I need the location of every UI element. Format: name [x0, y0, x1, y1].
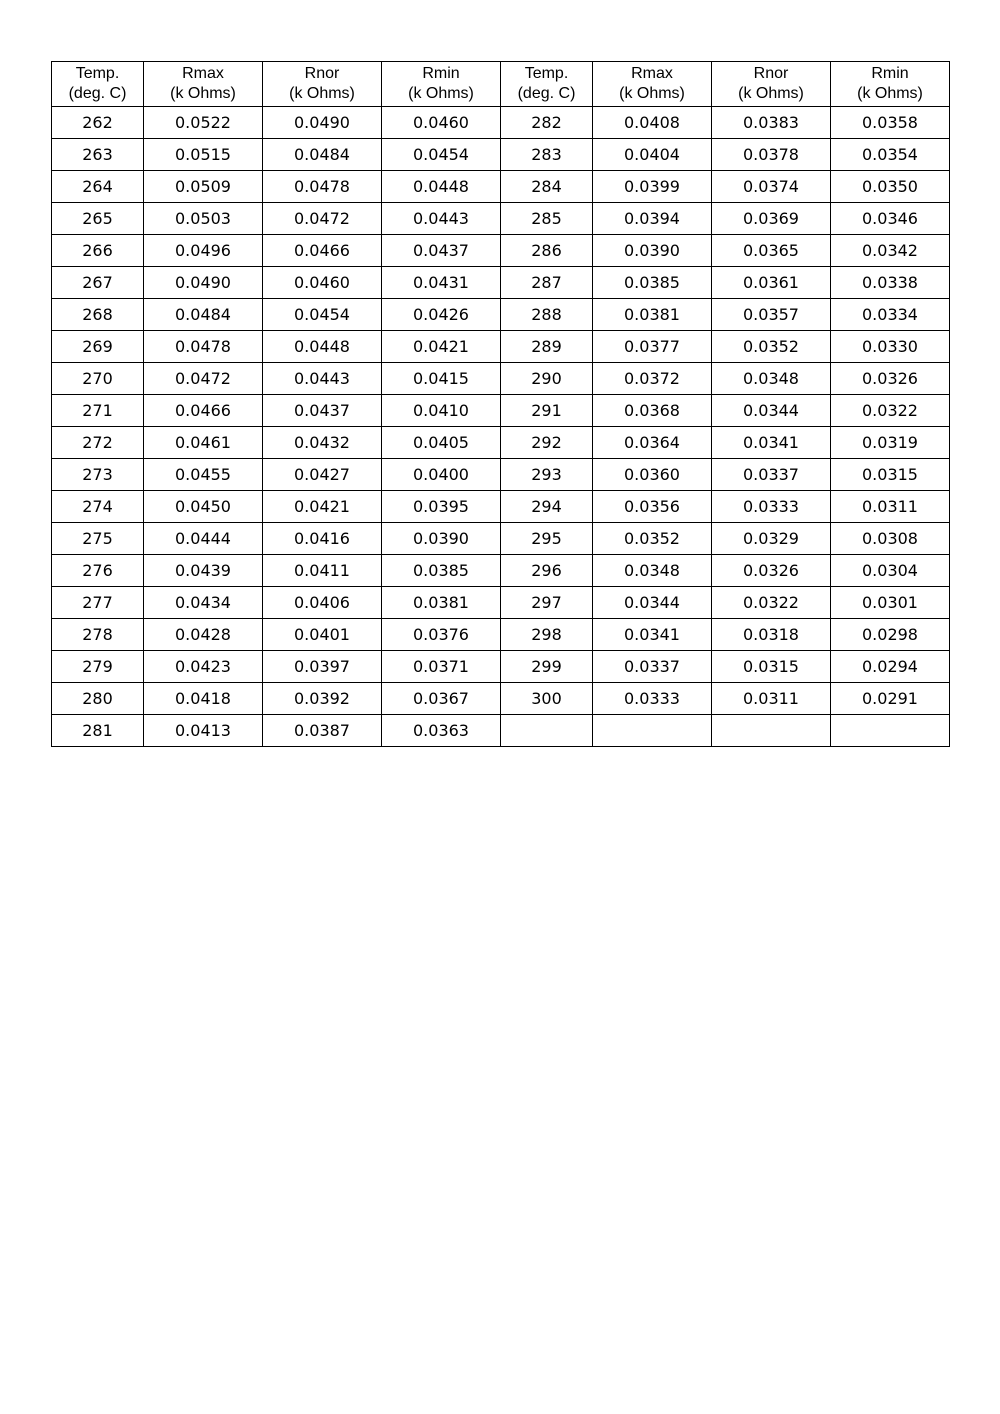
cell-rmax-left: 0.0490 [144, 267, 263, 299]
header-temp-right: Temp. (deg. C) [501, 62, 593, 107]
cell-rmin-right: 0.0342 [831, 235, 950, 267]
cell-rmin-right: 0.0334 [831, 299, 950, 331]
table-row [52, 235, 950, 267]
header-temp-left: Temp. (deg. C) [52, 62, 144, 107]
cell-rnor-left: 0.0401 [263, 619, 382, 651]
cell-temp-left: 277 [52, 587, 144, 619]
cell-rmax-left: 0.0472 [144, 363, 263, 395]
header-rmin-left: Rmin (k Ohms) [382, 62, 501, 107]
cell-rmax-right: 0.0399 [593, 171, 712, 203]
cell-temp-left: 270 [52, 363, 144, 395]
header-rmin-right: Rmin (k Ohms) [831, 62, 950, 107]
cell-rnor-right: 0.0383 [712, 107, 831, 139]
cell-rmax-right: 0.0404 [593, 139, 712, 171]
cell-rmin-left: 0.0405 [382, 427, 501, 459]
cell-rnor-right: 0.0329 [712, 523, 831, 555]
cell-rmin-right: 0.0311 [831, 491, 950, 523]
cell-rmax-left: 0.0522 [144, 107, 263, 139]
cell-rmax-left: 0.0515 [144, 139, 263, 171]
cell-rmin-left: 0.0381 [382, 587, 501, 619]
table-row [52, 651, 950, 683]
cell-rmax-left: 0.0434 [144, 587, 263, 619]
cell-rmin-left: 0.0454 [382, 139, 501, 171]
table-row [52, 331, 950, 363]
cell-rmax-left: 0.0413 [144, 715, 263, 747]
cell-rmin-left: 0.0460 [382, 107, 501, 139]
cell-rmin-left: 0.0367 [382, 683, 501, 715]
cell-rmax-right: 0.0368 [593, 395, 712, 427]
cell-rmax-right: 0.0341 [593, 619, 712, 651]
cell-rnor-left: 0.0460 [263, 267, 382, 299]
cell-rnor-right: 0.0333 [712, 491, 831, 523]
cell-rnor-right: 0.0322 [712, 587, 831, 619]
cell-rnor-left: 0.0421 [263, 491, 382, 523]
cell-rmax-right: 0.0377 [593, 331, 712, 363]
cell-rmax-left: 0.0503 [144, 203, 263, 235]
cell-rmax-right: 0.0394 [593, 203, 712, 235]
cell-temp-right: 283 [501, 139, 593, 171]
cell-rmin-right: 0.0354 [831, 139, 950, 171]
table-row [52, 619, 950, 651]
table-row [52, 395, 950, 427]
cell-rnor-right: 0.0315 [712, 651, 831, 683]
cell-temp-left: 268 [52, 299, 144, 331]
cell-rnor-left: 0.0448 [263, 331, 382, 363]
cell-temp-right: 292 [501, 427, 593, 459]
cell-rnor-right: 0.0357 [712, 299, 831, 331]
cell-rmin-left: 0.0400 [382, 459, 501, 491]
cell-rmax-right: 0.0381 [593, 299, 712, 331]
cell-temp-left: 281 [52, 715, 144, 747]
cell-rmax-left: 0.0444 [144, 523, 263, 555]
cell-rmax-left: 0.0509 [144, 171, 263, 203]
cell-rnor-left: 0.0411 [263, 555, 382, 587]
cell-temp-left: 271 [52, 395, 144, 427]
table-row [52, 107, 950, 139]
cell-rnor-left: 0.0432 [263, 427, 382, 459]
cell-rmax-right: 0.0337 [593, 651, 712, 683]
cell-rmax-left: 0.0478 [144, 331, 263, 363]
cell-temp-right: 288 [501, 299, 593, 331]
cell-rmin-right: 0.0322 [831, 395, 950, 427]
cell-temp-right: 300 [501, 683, 593, 715]
cell-rmax-right: 0.0385 [593, 267, 712, 299]
cell-rmax-right: 0.0408 [593, 107, 712, 139]
resistance-temperature-table [51, 61, 950, 747]
cell-rnor-right: 0.0374 [712, 171, 831, 203]
table-header-row [52, 62, 950, 107]
cell-rmax-left: 0.0496 [144, 235, 263, 267]
cell-rnor-left: 0.0387 [263, 715, 382, 747]
cell-rmin-left: 0.0426 [382, 299, 501, 331]
table-row [52, 171, 950, 203]
cell-temp-right [501, 715, 593, 747]
cell-rnor-right: 0.0378 [712, 139, 831, 171]
cell-rnor-left: 0.0484 [263, 139, 382, 171]
cell-temp-right: 295 [501, 523, 593, 555]
cell-rnor-left: 0.0454 [263, 299, 382, 331]
cell-temp-right: 297 [501, 587, 593, 619]
cell-rnor-right: 0.0352 [712, 331, 831, 363]
cell-rmin-right: 0.0330 [831, 331, 950, 363]
cell-rmin-right: 0.0301 [831, 587, 950, 619]
cell-rmax-left: 0.0484 [144, 299, 263, 331]
cell-temp-left: 279 [52, 651, 144, 683]
cell-temp-right: 282 [501, 107, 593, 139]
cell-rmax-left: 0.0455 [144, 459, 263, 491]
cell-rnor-left: 0.0466 [263, 235, 382, 267]
cell-temp-left: 265 [52, 203, 144, 235]
table-row [52, 459, 950, 491]
cell-rmax-left: 0.0423 [144, 651, 263, 683]
cell-rmax-right: 0.0352 [593, 523, 712, 555]
cell-rmin-right: 0.0315 [831, 459, 950, 491]
cell-rnor-right: 0.0348 [712, 363, 831, 395]
cell-temp-left: 275 [52, 523, 144, 555]
cell-rmax-right: 0.0360 [593, 459, 712, 491]
table-row [52, 203, 950, 235]
cell-rmin-right: 0.0294 [831, 651, 950, 683]
cell-rnor-right: 0.0337 [712, 459, 831, 491]
cell-temp-left: 263 [52, 139, 144, 171]
cell-rmin-left: 0.0415 [382, 363, 501, 395]
table-row [52, 299, 950, 331]
cell-rnor-right: 0.0311 [712, 683, 831, 715]
cell-rmin-right: 0.0298 [831, 619, 950, 651]
cell-temp-right: 285 [501, 203, 593, 235]
cell-rmin-right: 0.0338 [831, 267, 950, 299]
cell-rmin-left: 0.0363 [382, 715, 501, 747]
cell-rmax-right [593, 715, 712, 747]
cell-temp-left: 267 [52, 267, 144, 299]
cell-rmin-left: 0.0448 [382, 171, 501, 203]
cell-rnor-right [712, 715, 831, 747]
cell-rmax-right: 0.0344 [593, 587, 712, 619]
cell-temp-left: 269 [52, 331, 144, 363]
cell-rmax-left: 0.0418 [144, 683, 263, 715]
cell-rnor-right: 0.0326 [712, 555, 831, 587]
table-body [52, 107, 950, 747]
header-rmax-right: Rmax (k Ohms) [593, 62, 712, 107]
cell-temp-left: 278 [52, 619, 144, 651]
cell-rmin-left: 0.0431 [382, 267, 501, 299]
cell-rnor-left: 0.0416 [263, 523, 382, 555]
cell-temp-right: 286 [501, 235, 593, 267]
cell-rmax-right: 0.0348 [593, 555, 712, 587]
cell-rmin-right: 0.0319 [831, 427, 950, 459]
cell-rmin-right: 0.0326 [831, 363, 950, 395]
cell-rmax-right: 0.0356 [593, 491, 712, 523]
cell-rnor-right: 0.0361 [712, 267, 831, 299]
header-rnor-right: Rnor (k Ohms) [712, 62, 831, 107]
table-row [52, 267, 950, 299]
cell-rnor-left: 0.0443 [263, 363, 382, 395]
cell-rmin-left: 0.0371 [382, 651, 501, 683]
table-row [52, 523, 950, 555]
cell-rnor-left: 0.0490 [263, 107, 382, 139]
cell-rmin-left: 0.0390 [382, 523, 501, 555]
cell-temp-left: 272 [52, 427, 144, 459]
table-row [52, 427, 950, 459]
table-row [52, 683, 950, 715]
cell-rmax-left: 0.0428 [144, 619, 263, 651]
cell-temp-right: 298 [501, 619, 593, 651]
table-row [52, 587, 950, 619]
cell-rnor-right: 0.0341 [712, 427, 831, 459]
cell-rmax-right: 0.0372 [593, 363, 712, 395]
header-rmax-left: Rmax (k Ohms) [144, 62, 263, 107]
cell-rmax-right: 0.0333 [593, 683, 712, 715]
cell-temp-left: 264 [52, 171, 144, 203]
table-row [52, 139, 950, 171]
cell-rnor-right: 0.0318 [712, 619, 831, 651]
cell-temp-right: 299 [501, 651, 593, 683]
cell-temp-left: 262 [52, 107, 144, 139]
cell-rmax-left: 0.0450 [144, 491, 263, 523]
cell-rnor-right: 0.0369 [712, 203, 831, 235]
cell-rmin-right [831, 715, 950, 747]
cell-temp-left: 266 [52, 235, 144, 267]
cell-temp-right: 294 [501, 491, 593, 523]
cell-rmin-left: 0.0421 [382, 331, 501, 363]
cell-rmin-left: 0.0385 [382, 555, 501, 587]
cell-rmin-right: 0.0308 [831, 523, 950, 555]
cell-rmax-right: 0.0390 [593, 235, 712, 267]
cell-rnor-left: 0.0437 [263, 395, 382, 427]
cell-rnor-left: 0.0397 [263, 651, 382, 683]
cell-temp-right: 289 [501, 331, 593, 363]
cell-rmin-right: 0.0346 [831, 203, 950, 235]
table-row [52, 363, 950, 395]
table-row [52, 491, 950, 523]
cell-rmin-left: 0.0410 [382, 395, 501, 427]
cell-rmin-right: 0.0358 [831, 107, 950, 139]
cell-rmin-right: 0.0350 [831, 171, 950, 203]
cell-rmax-right: 0.0364 [593, 427, 712, 459]
cell-rmin-right: 0.0291 [831, 683, 950, 715]
cell-rnor-left: 0.0472 [263, 203, 382, 235]
cell-rmin-left: 0.0376 [382, 619, 501, 651]
cell-temp-left: 280 [52, 683, 144, 715]
cell-rmin-left: 0.0395 [382, 491, 501, 523]
cell-rmax-left: 0.0439 [144, 555, 263, 587]
cell-rnor-right: 0.0365 [712, 235, 831, 267]
cell-rmax-left: 0.0466 [144, 395, 263, 427]
cell-temp-right: 284 [501, 171, 593, 203]
cell-temp-left: 276 [52, 555, 144, 587]
cell-rnor-left: 0.0478 [263, 171, 382, 203]
table-row [52, 715, 950, 747]
cell-temp-left: 274 [52, 491, 144, 523]
cell-temp-right: 291 [501, 395, 593, 427]
cell-temp-right: 287 [501, 267, 593, 299]
cell-temp-right: 293 [501, 459, 593, 491]
cell-rnor-left: 0.0392 [263, 683, 382, 715]
cell-temp-right: 296 [501, 555, 593, 587]
cell-rnor-left: 0.0427 [263, 459, 382, 491]
cell-temp-left: 273 [52, 459, 144, 491]
cell-rnor-left: 0.0406 [263, 587, 382, 619]
table-row [52, 555, 950, 587]
cell-rmin-right: 0.0304 [831, 555, 950, 587]
cell-rmin-left: 0.0443 [382, 203, 501, 235]
cell-rmax-left: 0.0461 [144, 427, 263, 459]
cell-rnor-right: 0.0344 [712, 395, 831, 427]
header-rnor-left: Rnor (k Ohms) [263, 62, 382, 107]
cell-rmin-left: 0.0437 [382, 235, 501, 267]
cell-temp-right: 290 [501, 363, 593, 395]
